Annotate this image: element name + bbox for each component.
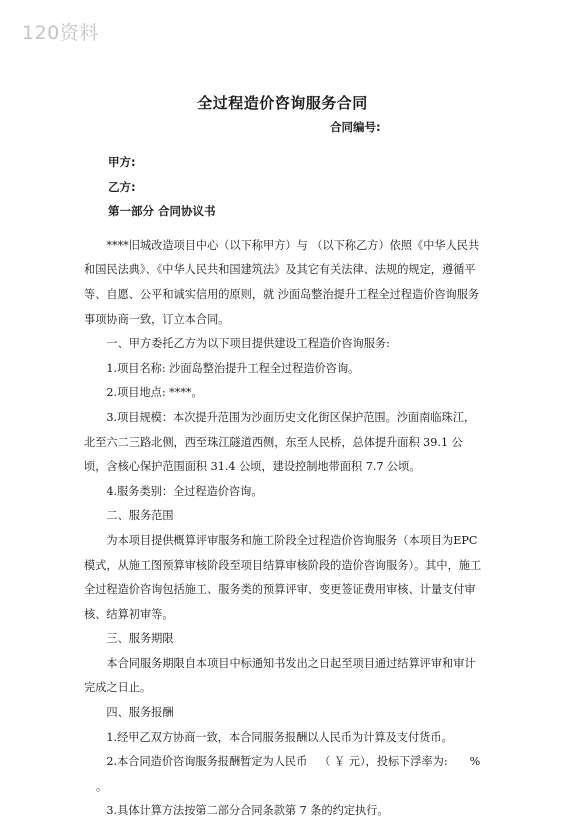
watermark: 120资料 [22, 22, 99, 44]
section-3-paragraph: 本合同服务期限自本项目中标通知书发出之日起至项目通过结算评审和审计完成之日止。 [84, 656, 476, 695]
document-body [84, 150, 484, 824]
fee-label: 2.本合同造价咨询服务报酬暂定为人民币 [106, 755, 308, 769]
section-4-item-2 [84, 750, 484, 799]
fee-amount: （ ￥ 元），投标下浮率为: [319, 755, 448, 769]
party-a-label: 甲方: [108, 155, 136, 169]
intro-paragraph: ****旧城改造项目中心（以下称甲方）与 （以下称乙方）依照《中华人民共和国民法典》、《中华人民共和国建筑法》及其它有关法律、法规的规定，遵循平等、自愿、公平和诚实信用的原则，就 沙面岛整治提升工程全过程造价咨询服务事项协商一致，订立本合同。 [84, 238, 480, 326]
part-one-title: 第一部分 合同协议书 [108, 204, 216, 219]
section-1-heading: 一、甲方委托乙方为以下项目提供建设工程造价咨询服务: [106, 337, 390, 351]
document-title: 全过程造价咨询服务合同 [197, 94, 368, 112]
sentence-end: 。 [96, 779, 108, 793]
section-4-item-1: 1.经甲乙双方协商一致，本合同服务报酬以人民币为计算及支付货币。 [106, 730, 453, 744]
section-1-item-3: 3.项目规模：本次提升范围为沙面历史文化街区保护范围。沙面南临珠江，北至六二三路北侧，西至珠江隧道西侧，东至人民桥，总体提升面积 39.1 公顷，含核心保护范围面积 31.4 公顷，建设控制地带面积 7.7 公顷。 [84, 410, 476, 474]
section-4-heading: 四、服务报酬 [106, 706, 174, 720]
section-2-paragraph: 为本项目提供概算评审服务和施工阶段全过程造价咨询服务（本项目为EPC 模式，从施工图预算审核阶段至项目结算审核阶段的造价咨询服务）。其中，施工全过程造价咨询包括施工、服务类的预算评审、变更签证费用审核、计量支付审核、结算初审等。 [84, 533, 482, 621]
party-b-label: 乙方: [108, 179, 136, 194]
section-3-heading: 三、服务期限 [106, 632, 174, 646]
section-1-item-2: 2.项目地点: ****。 [106, 386, 203, 400]
section-4-item-3: 3.具体计算方法按第二部分合同条款第 7 条的约定执行。 [106, 804, 389, 818]
section-1-item-4: 4.服务类别：全过程造价咨询。 [106, 484, 263, 498]
section-1-item-1: 1.项目名称: 沙面岛整治提升工程全过程造价咨询。 [106, 361, 360, 375]
discount-rate-unit: % [469, 755, 481, 769]
section-2-heading: 二、服务范围 [106, 509, 174, 523]
contract-number-label: 合同编号: [330, 120, 381, 134]
